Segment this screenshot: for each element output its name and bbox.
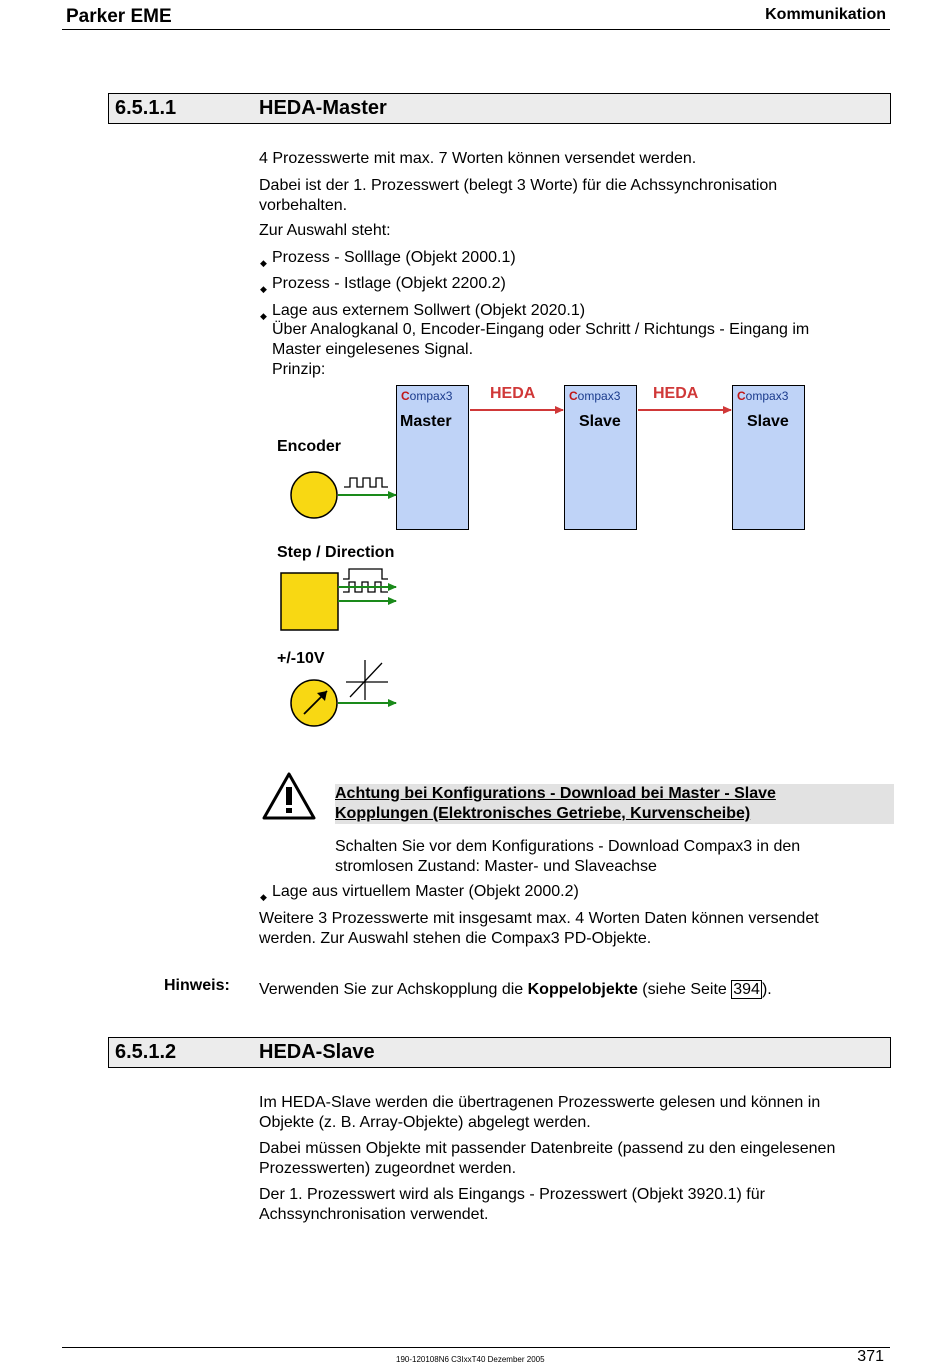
step-direction-square (281, 573, 338, 630)
master-label: Master (400, 413, 452, 430)
slave-label: Slave (747, 413, 789, 430)
paragraph-process-values: 4 Prozesswerte mit max. 7 Worten können versendet werden. (259, 150, 697, 167)
encoder-label: Encoder (277, 438, 342, 455)
encoder-pulse-icon (344, 478, 388, 487)
warning-text (335, 837, 895, 877)
compax3-logo: Compax3 (401, 389, 453, 403)
text-line: Dabei müssen Objekte mit passender Datenbreite (passend zu den eingelesenen (259, 1140, 836, 1157)
footer-rule (62, 1347, 890, 1348)
text-line: Master eingelesenes Signal. (272, 341, 474, 358)
page-reference-link[interactable]: 394 (733, 981, 760, 998)
step-direction-label: Step / Direction (277, 544, 395, 561)
paragraph-slave-reading (259, 1093, 889, 1133)
header-company: Parker EME (66, 6, 172, 27)
footer-document-id: 190-120108N6 C3IxxT40 Dezember 2005 (396, 1355, 545, 1364)
section-number: 6.5.1.2 (115, 1041, 177, 1063)
section-title: HEDA-Slave (259, 1041, 375, 1063)
section-title: HEDA-Master (259, 97, 387, 119)
text-line: werden. Zur Auswahl stehen die Compax3 PD-Objekte. (259, 930, 652, 947)
note-label: Hinweis: (164, 977, 230, 994)
text-line: Schalten Sie vor dem Konfigurations - Download Compax3 in den (335, 838, 801, 855)
bullet-process-setpoint: ◆ Prozess - Solllage (Objekt 2000.1) (272, 248, 902, 268)
paragraph-further-values (259, 909, 889, 949)
header-chapter: Kommunikation (765, 6, 886, 23)
text-line: Der 1. Prozesswert wird als Eingangs - Prozesswert (Objekt 3920.1) für (259, 1186, 765, 1203)
text-line: stromlosen Zustand: Master- und Slaveachse (335, 858, 657, 875)
encoder-circle (291, 472, 337, 518)
warning-icon (262, 771, 318, 823)
text-line: Kopplungen (Elektronisches Getriebe, Kurvenscheibe) (335, 805, 751, 822)
direction-signal-icon (343, 569, 388, 579)
text-line: vorbehalten. (259, 197, 348, 214)
text-line: Prinzip: (272, 361, 326, 378)
coupling-objects-term: Koppelobjekte (527, 981, 638, 998)
paragraph-data-width (259, 1139, 889, 1179)
bullet-virtual-master: ◆ Lage aus virtuellem Master (Objekt 2000.2) (272, 882, 902, 902)
text-line: Über Analogkanal 0, Encoder-Eingang oder Schritt / Richtungs - Eingang im (272, 321, 810, 338)
section-number: 6.5.1.1 (115, 97, 177, 119)
text-line: Dabei ist der 1. Prozesswert (belegt 3 Worte) für die Achssynchronisation (259, 177, 778, 194)
text-line: Achtung bei Konfigurations - Download bei Master - Slave (335, 785, 776, 802)
bullet-process-actual: ◆ Prozess - Istlage (Objekt 2200.2) (272, 274, 902, 294)
analog-label: +/-10V (277, 650, 325, 667)
slave-label: Slave (579, 413, 621, 430)
heda-label-2: HEDA (653, 385, 699, 402)
section-heading-heda-slave (108, 1037, 891, 1068)
warning-title (335, 784, 894, 824)
text-line: Weitere 3 Prozesswerte mit insgesamt max. 4 Worten Daten können versendet (259, 910, 819, 927)
bullet-external-setpoint: ◆ Lage aus externem Sollwert (Objekt 2020.1) (272, 301, 902, 321)
paragraph-input-process-value (259, 1185, 889, 1225)
compax3-logo: Compax3 (737, 389, 789, 403)
text-line: Prozesswerten) zugeordnet werden. (259, 1160, 517, 1177)
page-number: 371 (857, 1348, 884, 1365)
note-text: Verwenden Sie zur Achskopplung die Koppelobjekte (siehe Seite 394 ). (259, 981, 772, 998)
paragraph-selection: Zur Auswahl steht: (259, 222, 391, 239)
text-line: Achssynchronisation verwendet. (259, 1206, 489, 1223)
text-line: Objekte (z. B. Array-Objekte) abgelegt werden. (259, 1114, 591, 1131)
text-line: Im HEDA-Slave werden die übertragenen Prozesswerte gelesen und können in (259, 1094, 821, 1111)
heda-label-1: HEDA (490, 385, 536, 402)
compax3-logo: Compax3 (569, 389, 621, 403)
